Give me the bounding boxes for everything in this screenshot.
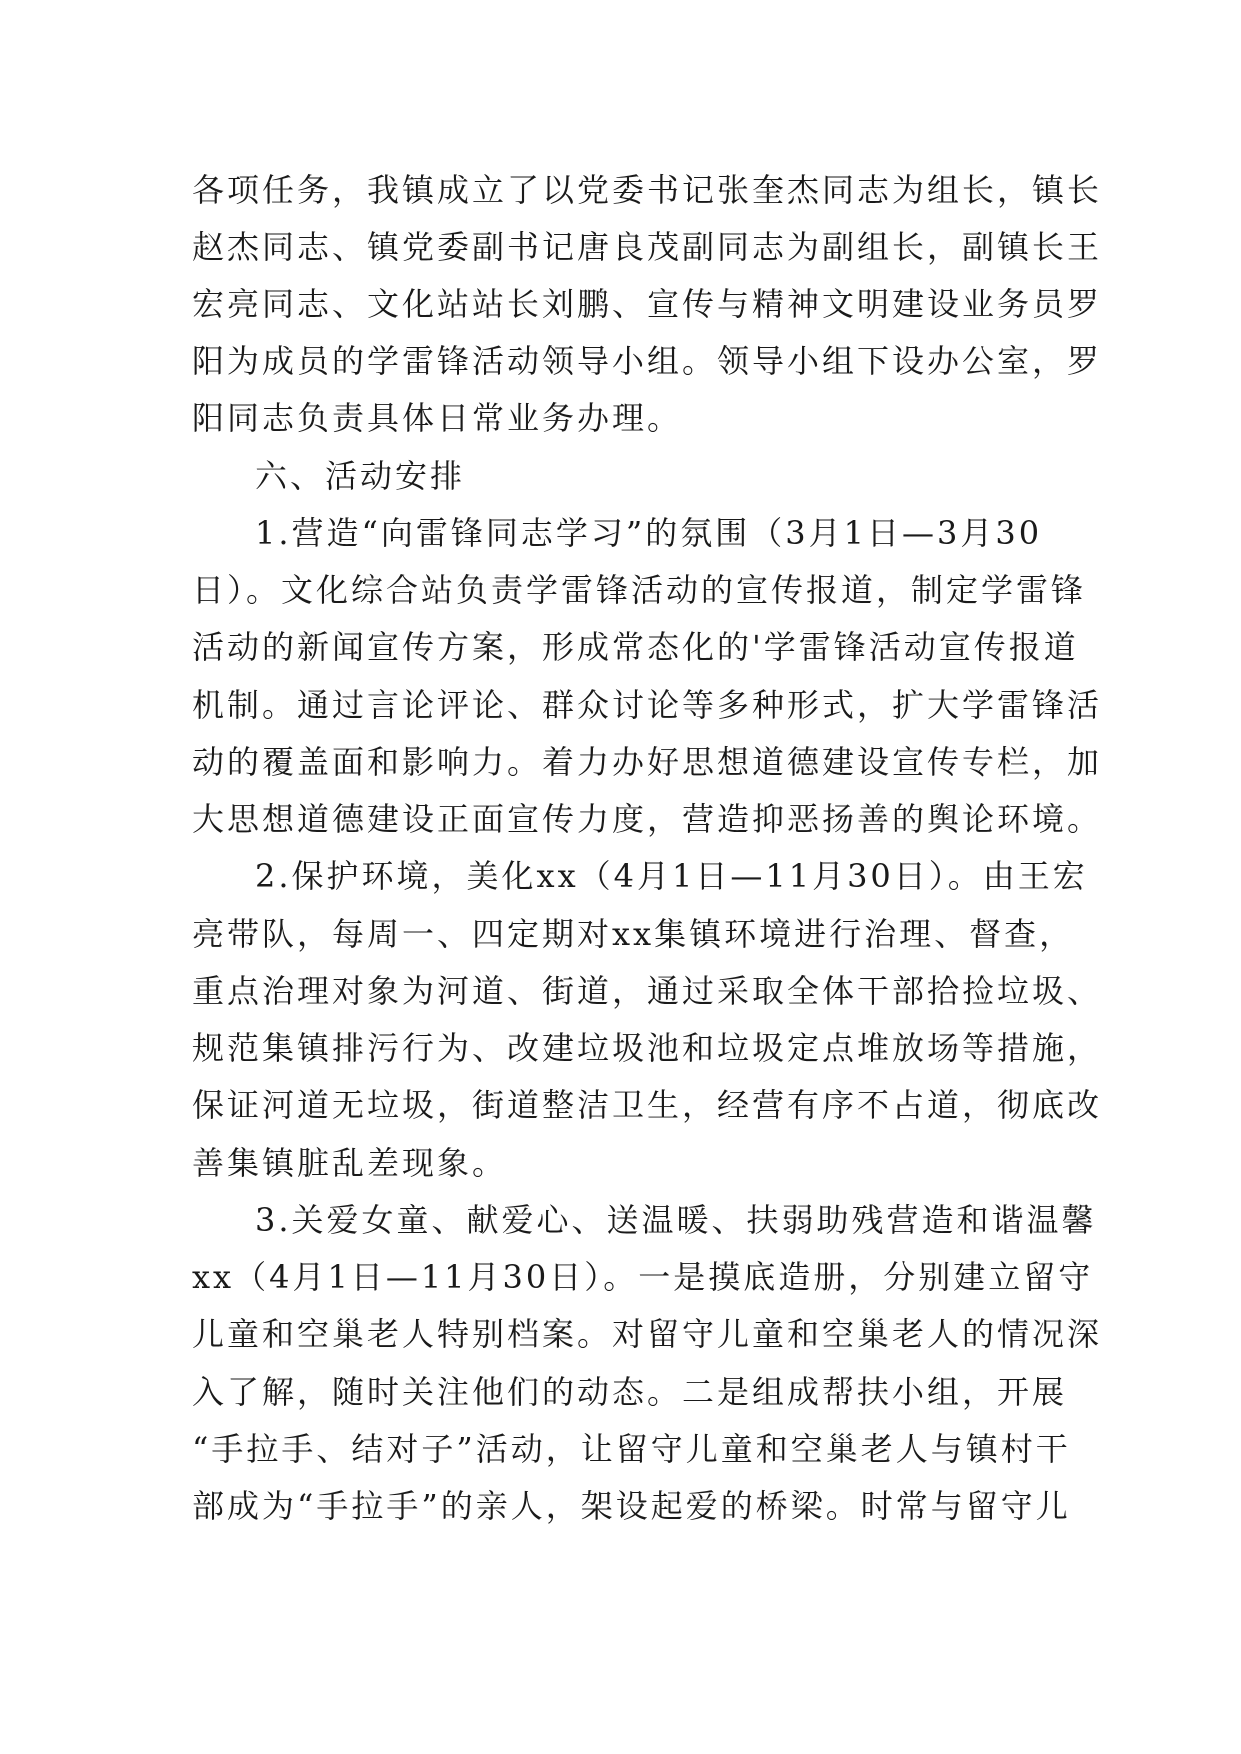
text-line: xx（4月1日—11月30日）。一是摸底造册，分别建立留守 xyxy=(192,1258,1094,1296)
text-line: 2.保护环境，美化xx（4月1日—11月30日）。由王宏 xyxy=(255,857,1088,895)
text-line: 活动的新闻宣传方案，形成常态化的'学雷锋活动宣传报道 xyxy=(192,628,1079,666)
text-line: 阳为成员的学雷锋活动领导小组。领导小组下设办公室，罗 xyxy=(192,342,1103,380)
text-line: 宏亮同志、文化站站长刘鹏、宣传与精神文明建设业务员罗 xyxy=(192,285,1103,323)
text-line: 亮带队，每周一、四定期对xx集镇环境进行治理、督查， xyxy=(192,915,1075,953)
text-line: 大思想道德建设正面宣传力度，营造抑恶扬善的舆论环境。 xyxy=(192,800,1103,838)
text-line: 3.关爱女童、献爱心、送温暖、扶弱助残营造和谐温馨 xyxy=(255,1201,1097,1239)
text-line: 动的覆盖面和影响力。着力办好思想道德建设宣传专栏，加 xyxy=(192,743,1103,781)
text-line: 规范集镇排污行为、改建垃圾池和垃圾定点堆放场等措施， xyxy=(192,1029,1103,1067)
text-line: 1.营造“向雷锋同志学习”的氛围（3月1日—3月30 xyxy=(255,514,1043,552)
text-line: 赵杰同志、镇党委副书记唐良茂副同志为副组长，副镇长王 xyxy=(192,228,1103,266)
text-line: 善集镇脏乱差现象。 xyxy=(192,1144,508,1182)
text-line: “手拉手、结对子”活动，让留守儿童和空巢老人与镇村干 xyxy=(192,1430,1071,1468)
section-heading: 六、活动安排 xyxy=(255,457,466,495)
text-line: 机制。通过言论评论、群众讨论等多种形式，扩大学雷锋活 xyxy=(192,686,1103,724)
text-line: 入了解，随时关注他们的动态。二是组成帮扶小组，开展 xyxy=(192,1373,1068,1411)
text-line: 日）。文化综合站负责学雷锋活动的宣传报道，制定学雷锋 xyxy=(192,571,1087,609)
text-line: 保证河道无垃圾，街道整洁卫生，经营有序不占道，彻底改 xyxy=(192,1086,1103,1124)
text-line: 儿童和空巢老人特别档案。对留守儿童和空巢老人的情况深 xyxy=(192,1315,1103,1353)
text-line: 各项任务，我镇成立了以党委书记张奎杰同志为组长，镇长 xyxy=(192,171,1103,209)
text-line: 重点治理对象为河道、街道，通过采取全体干部拾捡垃圾、 xyxy=(192,972,1103,1010)
text-line: 阳同志负责具体日常业务办理。 xyxy=(192,399,683,437)
text-line: 部成为“手拉手”的亲人，架设起爱的桥梁。时常与留守儿 xyxy=(192,1487,1071,1525)
